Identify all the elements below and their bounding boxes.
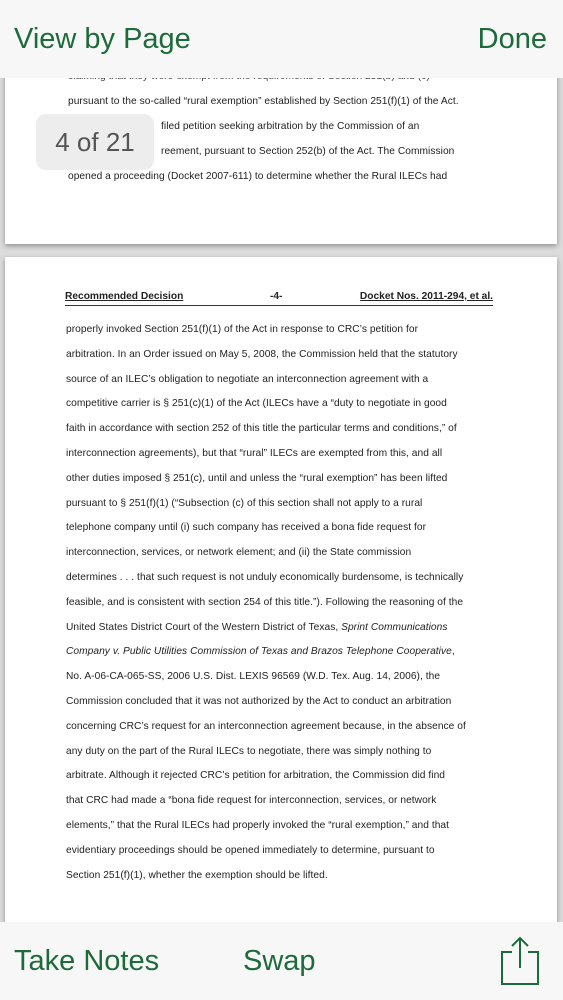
- page-text-line: arbitrate. Although it rejected CRC’s petition for arbitration, the Commission did find: [66, 770, 446, 782]
- page-text-line: United States District Court of the Western District of Texas, Sprint Communications: [66, 621, 448, 633]
- page-text-line: interconnection, services, or network element; and (ii) the State commission: [66, 547, 412, 559]
- document-page-current[interactable]: [5, 257, 557, 922]
- page-text-line: Section 251(f)(1), whether the exemption should be lifted.: [66, 869, 328, 881]
- bottom-toolbar: [0, 922, 563, 1000]
- header-page-number: -4-: [270, 291, 283, 302]
- page-text-line: that CRC had made a “bona fide request for interconnection, services, or network: [66, 795, 437, 807]
- page-text-line: Commission concluded that it was not authorized by the Act to conduct an arbitration: [66, 696, 452, 707]
- header-docket: Docket Nos. 2011-294, et al.: [359, 291, 493, 302]
- share-icon: [498, 934, 542, 988]
- top-navigation-bar: [0, 0, 563, 78]
- page-text-line: faith in accordance with section 252 of this title the particular terms and conditions,” of: [66, 423, 457, 435]
- page-text-line: properly invoked Section 251(f)(1) of the Act in response to CRC’s petition for: [66, 324, 419, 335]
- page-text-line: determines . . . that such request is not unduly economically burdensome, is technically: [66, 572, 464, 583]
- page-text-line: opened a proceeding (Docket 2007-611) to determine whether the Rural ILECs had: [68, 171, 448, 182]
- page-text-line: feasible, and is consistent with section 254 of this title.”). Following the reasoning of the: [66, 596, 464, 608]
- page-text-line: source of an ILEC’s obligation to negotiate an interconnection agreement with a: [66, 373, 429, 385]
- page-text-line: telephone company until (i) such company has received a bona fide request for: [66, 522, 427, 534]
- page-header: [65, 291, 493, 307]
- page-text-line: filed petition seeking arbitration by the Commission of an: [161, 121, 420, 132]
- header-rule: [65, 305, 493, 306]
- page-text-line: pursuant to the so-called “rural exemption” established by Section 251(f)(1) of the Act.: [68, 96, 459, 107]
- view-by-page-button[interactable]: View by Page: [14, 23, 191, 55]
- page-text-line: interconnection agreements), but that “rural” ILECs are exempted from this, and all: [66, 448, 443, 459]
- page-indicator: 4 of 21: [36, 114, 154, 170]
- page-text-line: evidentiary proceedings should be opened immediately to determine, pursuant to: [66, 844, 435, 856]
- page-text-line: any duty on the part of the Rural ILECs to negotiate, there was simply nothing to: [66, 745, 432, 757]
- page-text-line: elements,” that the Rural ILECs had properly invoked the “rural exemption,” and that: [66, 820, 450, 831]
- page-text-line: pursuant to § 251(f)(1) (“Subsection (c) of this section shall not apply to a rural: [66, 497, 423, 509]
- page-text-line: reement, pursuant to Section 252(b) of the Act. The Commission: [161, 146, 455, 157]
- page-text-line: other duties imposed § 251(c), until and unless the “rural exemption” has been lifted: [66, 472, 448, 484]
- take-notes-button[interactable]: Take Notes: [14, 945, 160, 977]
- header-title: Recommended Decision: [65, 291, 184, 302]
- page-text-line: competitive carrier is § 251(c)(1) of the Act (ILECs have a “duty to negotiate in good: [66, 398, 447, 410]
- page-text-line: No. A-06-CA-065-SS, 2006 U.S. Dist. LEXIS 96569 (W.D. Tex. Aug. 14, 2006), the: [66, 671, 441, 683]
- share-button[interactable]: [498, 934, 542, 988]
- swap-button[interactable]: Swap: [243, 945, 316, 977]
- page-text-line: concerning CRC’s request for an interconnection agreement because, in the absence of: [66, 720, 466, 732]
- done-button[interactable]: Done: [477, 23, 547, 55]
- page-text-line: arbitration. In an Order issued on May 5, 2008, the Commission held that the statutory: [66, 348, 458, 360]
- page-text-line: Company v. Public Utilities Commission of Texas and Brazos Telephone Cooperative,: [66, 646, 455, 658]
